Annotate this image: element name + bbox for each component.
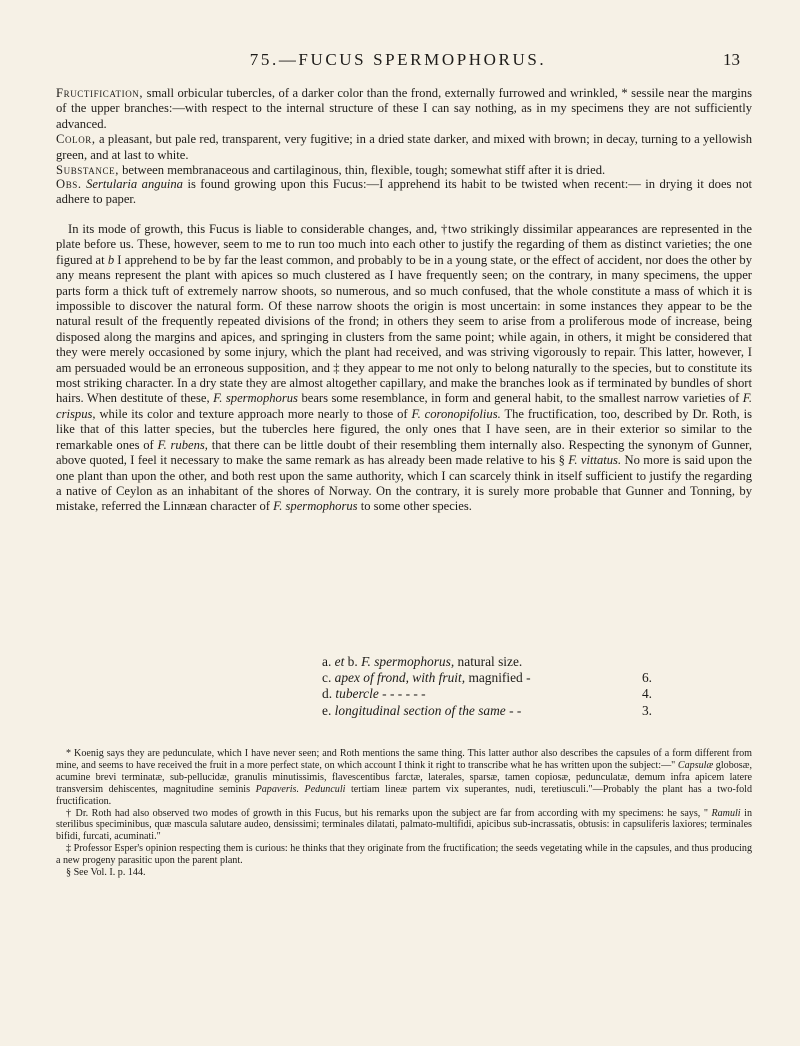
obs-text: is found growing upon this Fucus:—I apprehend its habit to be twisted when recent:— in drying it does not adhere to paper. bbox=[56, 177, 753, 207]
main-text-1: In its mode of growth, this Fucus is liable to considerable changes, and, †two strikingly dissimilar appearances are represented in the plate before us. These, however, seem to me to run too much into each other to justify the regarding of them as distinct varieties; the one figured at bbox=[56, 222, 752, 267]
running-title: 75.—FUCUS SPERMOPHORUS. bbox=[249, 50, 547, 69]
footnote-italic: Capsulæ bbox=[677, 759, 714, 771]
legend-entry bbox=[322, 703, 521, 719]
figure-ref-b: b bbox=[107, 252, 115, 267]
legend-row bbox=[322, 670, 652, 686]
color-lead: Color, bbox=[56, 132, 96, 147]
legend-row bbox=[322, 654, 652, 670]
footnote-text: ‡ Professor Esper's opinion respecting them is curious: he thinks that they originate from the fructification; the seeds vegetating while in the capsules, and thus producing a new progeny parasitic upon the parent plant. bbox=[56, 843, 752, 867]
description-block bbox=[56, 86, 752, 178]
legend-desc: magnified - bbox=[465, 670, 531, 686]
footnote-1 bbox=[56, 748, 752, 808]
main-text-4: while its color and texture approach more nearly to those of bbox=[95, 406, 412, 421]
main-text-2: I apprehend to be by far the least common, and probably to be in a young state, or the effect of accident, nor does the other by any means represent the plant with apices so much clustered as I have frequently seen; on the contrary, in many specimens, the upper parts form a thick tuft of extremely narrow shoots, so numerous, and so much confused, that the whole constitute a mass of which it is impossible to discover the natural form. Of these narrow shoots the origin is most uncertain: in some instances they appear to be the natural result of the frequently repeated divisions of the frond; in others they seem to arise from a proliferous mode of increase, being disposed along the margins and apices, and springing in clusters from the same point; while again, in others, it might be considered that they were merely occasioned by some injury, which the plant had received, and was striving vigorously to repair. This latter, however, I am persuaded would be an erroneous supposition, and ‡ they appear to me not only to belong naturally to the species, but to constitute its most striking character. In a dry state they are almost altogether capillary, and make the branches look as if terminated by bundles of short hairs. When destitute of these, bbox=[56, 252, 752, 406]
observation-block bbox=[56, 177, 752, 208]
color-paragraph bbox=[56, 132, 752, 163]
legend-desc-italic: F. spermophorus, bbox=[361, 654, 455, 669]
page-header bbox=[56, 50, 740, 72]
footnote-italic: Papaveris. Pedunculi bbox=[255, 783, 346, 795]
main-text-7: No more is said upon the one plant than upon the other, and both rest upon the same authority, which I can scarcely think in itself sufficient to justify the regarding a native of Ceylon as an inhabitant of the shores of Norway. On the contrary, it is surely more probable that Gunner and Tonning, by mistake, referred the Linnæan character of bbox=[56, 453, 752, 514]
legend-key-italic: et bbox=[334, 654, 345, 669]
species-ref-1: F. spermophorus bbox=[213, 391, 298, 406]
legend-magnification: 4. bbox=[641, 686, 652, 702]
footnote-text: § See Vol. I. p. 144. bbox=[66, 867, 146, 879]
substance-lead: Substance, bbox=[56, 163, 119, 178]
main-text-6: that there can be little doubt of their resembling them internally also. Respecting the synonym of Gunner, above quoted, I feel it necessary to make the same remark as has already been made relative to his § bbox=[56, 437, 753, 468]
legend-key: e. bbox=[322, 702, 332, 718]
legend-row bbox=[322, 686, 652, 702]
footnote-text: * Koenig says they are pedunculate, which I have never seen; and Roth mentions the same thing. This latter author also describes the capsules of a form different from mine, and seems to have received the fruit in a more perfect state, on which account I think it right to transcribe what he has written upon the subject:—" bbox=[56, 748, 752, 771]
legend-desc: - - bbox=[505, 702, 522, 718]
legend-entry bbox=[322, 686, 426, 702]
legend-key: a. bbox=[322, 654, 335, 669]
footnote-text: † Dr. Roth had also observed two modes of growth in this Fucus, but his remarks upon the subject are far from according with my specimens: he says, " bbox=[66, 807, 712, 819]
legend-magnification bbox=[632, 654, 652, 670]
legend-entry bbox=[322, 654, 522, 670]
main-discussion bbox=[56, 222, 752, 515]
legend-desc-italic: apex of frond, with fruit, bbox=[334, 670, 466, 686]
main-text-5: The fructification, too, described by Dr. Roth, is like that of this latter species, but the tubercles here figured, the only ones that I have seen, are in their exterior so similar to the remarkable ones of bbox=[56, 406, 753, 452]
footnotes bbox=[56, 748, 752, 879]
species-ref-5: F. vittatus. bbox=[568, 453, 622, 468]
species-ref-4: F. rubens, bbox=[157, 437, 208, 452]
legend-entry bbox=[322, 670, 531, 686]
footnote-3 bbox=[56, 843, 752, 867]
footnote-text: tertiam lineæ partem vix superantes, nudi, teretiusculi."—Probably the plant has a two-fold fructification. bbox=[56, 783, 752, 807]
legend-key: c. bbox=[322, 670, 332, 686]
legend-desc-italic: tubercle bbox=[335, 686, 379, 702]
substance-text: between membranaceous and cartilaginous, thin, flexible, tough; somewhat stiff after it is dried. bbox=[118, 163, 606, 178]
legend-magnification: 6. bbox=[641, 670, 652, 686]
legend-magnification: 3. bbox=[641, 702, 652, 718]
legend-desc: - - - - - - bbox=[378, 686, 426, 702]
main-paragraph bbox=[56, 222, 752, 515]
footnote-text: in sterilibus speciminibus, quæ mascula salutare audeo, densissimi; terminales dilatati, palmato-multifidi, apicibus sub-incrassatis, obtusis: in capsuliferis laxiores; terminales bifidi, furcati, acuminati." bbox=[56, 807, 752, 843]
legend-desc-italic: longitudinal section of the same bbox=[334, 702, 506, 718]
obs-paragraph bbox=[56, 177, 752, 208]
legend-row bbox=[322, 703, 652, 719]
footnote-4 bbox=[56, 867, 752, 879]
obs-species: Sertularia anguina bbox=[81, 177, 183, 191]
main-text-8: to some other species. bbox=[357, 499, 472, 514]
page-number: 13 bbox=[723, 50, 740, 69]
fructification-lead: Fructification, bbox=[56, 86, 144, 100]
species-ref-3: F. coronopifolius. bbox=[411, 406, 501, 421]
legend-desc: natural size. bbox=[454, 654, 523, 669]
main-text-3: bears some resemblance, in form and general habit, to the smallest narrow varieties of bbox=[297, 391, 743, 406]
species-ref-2: F. crispus, bbox=[56, 391, 753, 421]
color-text: a pleasant, but pale red, transparent, very fugitive; in a dried state darker, and mixed with brown; in decay, turning to a yellowish green, and at last to white. bbox=[56, 132, 752, 162]
legend-key-suffix: b. bbox=[344, 654, 358, 669]
fructification-text: small orbicular tubercles, of a darker color than the frond, externally furrowed and wrinkled, * sessile near the margins of the upper branches:—with respect to the internal structure of these I can say nothing, as in my specimens they are not sufficiently advanced. bbox=[56, 86, 752, 131]
plate-legend bbox=[322, 654, 652, 719]
legend-key: d. bbox=[322, 686, 333, 702]
species-ref-6: F. spermophorus bbox=[273, 499, 358, 514]
footnote-italic: Ramuli bbox=[711, 807, 741, 819]
obs-lead: Obs. bbox=[56, 177, 82, 191]
fructification-paragraph bbox=[56, 86, 752, 132]
footnote-text: globosæ, acumine brevi terminatæ, sub-pellucidæ, granulis minutissimis, flavescentibus farctæ, laterales, sparsæ, tamen copiosæ, pedunculatæ, demum infra apicem latere transversim dehiscentes, magnitudine seminis bbox=[56, 759, 752, 795]
footnote-2 bbox=[56, 808, 752, 844]
